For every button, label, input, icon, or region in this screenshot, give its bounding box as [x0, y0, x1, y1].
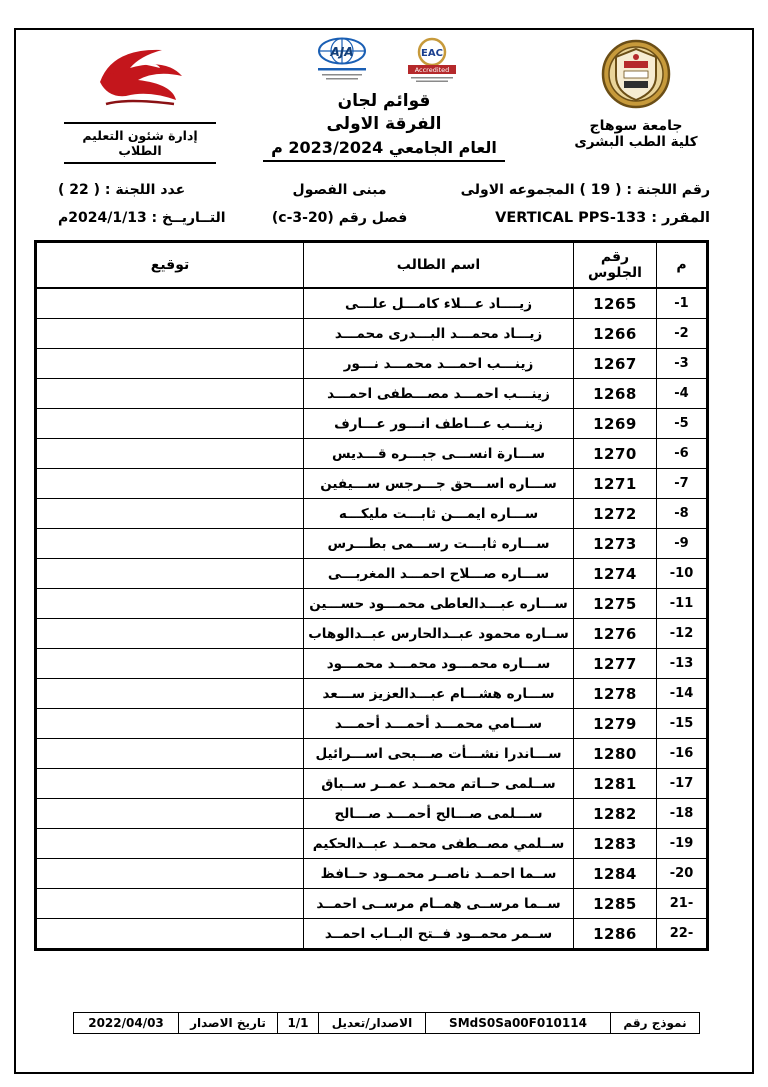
- eac-accreditation-logo-icon: [397, 36, 467, 86]
- signature-cell: [36, 349, 304, 379]
- signature-cell: [36, 559, 304, 589]
- table-row: [36, 288, 708, 319]
- student-name: ســـاره محمـــود محمـــد محمـــود: [304, 649, 574, 679]
- student-name: ســـاره عبـــدالعاطى محمـــود حســـين: [304, 589, 574, 619]
- signature-cell: [36, 679, 304, 709]
- doc-title-line2: الفرقة الاولى: [326, 113, 442, 134]
- committee-number: رقم اللجنة : ( 19 ) المجموعه الاولى: [460, 182, 710, 198]
- seat-number: 1277: [574, 649, 657, 679]
- row-number: -12: [657, 619, 708, 649]
- row-number: -15: [657, 709, 708, 739]
- signature-cell: [36, 739, 304, 769]
- signature-cell: [36, 499, 304, 529]
- table-row: [36, 919, 708, 950]
- row-number: -17: [657, 769, 708, 799]
- students-table: [34, 240, 709, 951]
- seat-number: 1273: [574, 529, 657, 559]
- signature-cell: [36, 769, 304, 799]
- row-number: -3: [657, 349, 708, 379]
- aja-logo-text: AJA: [330, 45, 354, 59]
- header-signature: توقيع: [36, 242, 304, 289]
- table-row: [36, 529, 708, 559]
- seat-number: 1269: [574, 409, 657, 439]
- form-number-code: SMdS0Sa00F010114: [425, 1012, 610, 1034]
- eac-logo-subtext: Accredited: [414, 66, 450, 74]
- seat-number: 1272: [574, 499, 657, 529]
- form-number-label: نموذج رقم: [610, 1012, 700, 1034]
- department-name: إدارة شئون التعليم الطلاب: [64, 122, 216, 164]
- seat-number: 1268: [574, 379, 657, 409]
- student-name: ســـاره هشـــام عبـــدالعزيز ســـعد: [304, 679, 574, 709]
- table-row: [36, 619, 708, 649]
- student-name: زيــــاد عـــلاء كامـــل علـــى: [304, 288, 574, 319]
- table-row: [36, 319, 708, 349]
- seat-number: 1274: [574, 559, 657, 589]
- table-row: [36, 379, 708, 409]
- row-number: 21-: [657, 889, 708, 919]
- signature-cell: [36, 288, 304, 319]
- seat-number: 1280: [574, 739, 657, 769]
- student-name: ســما احمــد ناصــر محمــود حــافظ: [304, 859, 574, 889]
- table-row: [36, 409, 708, 439]
- seat-number: 1283: [574, 829, 657, 859]
- table-row: [36, 709, 708, 739]
- table-row: [36, 829, 708, 859]
- student-name: ســاره محمود عبــدالحارس عبــدالوهاب: [304, 619, 574, 649]
- table-row: [36, 559, 708, 589]
- table-row: [36, 889, 708, 919]
- table-row: [36, 469, 708, 499]
- doc-title-line1: قوائم لجان: [337, 91, 431, 111]
- count-date-block: [58, 176, 256, 233]
- student-name: ســـاندرا نشـــأت صـــبحى اســـرائيل: [304, 739, 574, 769]
- table-header-row: [36, 242, 708, 289]
- committee-count: عدد اللجنة : ( 22 ): [58, 182, 186, 198]
- seat-number: 1270: [574, 439, 657, 469]
- row-number: 22-: [657, 919, 708, 950]
- signature-cell: [36, 379, 304, 409]
- aja-certification-logo-icon: [301, 36, 383, 86]
- seat-number: 1286: [574, 919, 657, 950]
- student-name: ســـلمى صـــالح أحمـــد صـــالح: [304, 799, 574, 829]
- signature-cell: [36, 469, 304, 499]
- issue-date-value: 2022/04/03: [73, 1012, 178, 1034]
- seat-number: 1271: [574, 469, 657, 499]
- signature-cell: [36, 439, 304, 469]
- table-row: [36, 859, 708, 889]
- row-number: -13: [657, 649, 708, 679]
- row-number: -6: [657, 439, 708, 469]
- seat-number: 1282: [574, 799, 657, 829]
- form-footer-strip: [73, 1012, 700, 1034]
- signature-cell: [36, 799, 304, 829]
- student-name: ســـامي محمـــد أحمـــد أحمـــد: [304, 709, 574, 739]
- signature-cell: [36, 919, 304, 950]
- table-row: [36, 349, 708, 379]
- committee-info-strip: [58, 176, 710, 233]
- sohag-university-red-logo-icon: [82, 40, 198, 114]
- signature-cell: [36, 889, 304, 919]
- table-row: [36, 589, 708, 619]
- student-name: ســمر محمــود فــتح البــاب احمــد: [304, 919, 574, 950]
- row-number: -16: [657, 739, 708, 769]
- issue-date-label: تاريخ الاصدار: [178, 1012, 277, 1034]
- row-number: -9: [657, 529, 708, 559]
- table-row: [36, 769, 708, 799]
- header-student-name: اسم الطالب: [304, 242, 574, 289]
- student-name: ســـاره اســـحق جـــرجس ســـيفين: [304, 469, 574, 499]
- signature-cell: [36, 649, 304, 679]
- certification-logos-row: [244, 36, 524, 86]
- eac-logo-text: EAC: [421, 48, 443, 59]
- committee-course-block: [424, 176, 710, 233]
- room-number: فصل رقم (20-3-c): [271, 210, 408, 226]
- table-row: [36, 739, 708, 769]
- table-row: [36, 499, 708, 529]
- location-block: [256, 176, 424, 233]
- row-number: -5: [657, 409, 708, 439]
- row-number: -10: [657, 559, 708, 589]
- row-number: -19: [657, 829, 708, 859]
- seat-number: 1284: [574, 859, 657, 889]
- university-header-block: [546, 38, 726, 150]
- faculty-name: كلية الطب البشرى: [574, 134, 698, 150]
- seat-number: 1275: [574, 589, 657, 619]
- doc-title-academic-year: العام الجامعي 2023/2024 م: [263, 138, 505, 162]
- seat-number: 1278: [574, 679, 657, 709]
- table-row: [36, 799, 708, 829]
- seat-number: 1279: [574, 709, 657, 739]
- university-name: جامعة سوهاج: [589, 118, 683, 134]
- document-title-block: [244, 36, 524, 162]
- student-name: ســلمى حــاتم محمــد عمــر ســباق: [304, 769, 574, 799]
- issue-revision-value: 1/1: [277, 1012, 318, 1034]
- student-name: ســـارة انســـى جبـــره قـــديس: [304, 439, 574, 469]
- row-number: -18: [657, 799, 708, 829]
- table-row: [36, 649, 708, 679]
- signature-cell: [36, 409, 304, 439]
- seat-number: 1265: [574, 288, 657, 319]
- student-name: ســـاره ايمـــن ثابـــت مليكـــه: [304, 499, 574, 529]
- signature-cell: [36, 709, 304, 739]
- student-table-body: [36, 288, 708, 950]
- course-name: المقرر : VERTICAL PPS-133: [495, 210, 710, 226]
- header-seat-number: رقم الجلوس: [574, 242, 657, 289]
- row-number: -7: [657, 469, 708, 499]
- signature-cell: [36, 529, 304, 559]
- table-row: [36, 439, 708, 469]
- student-name: زينـــب احمـــد مصـــطفى احمـــد: [304, 379, 574, 409]
- student-name: ســلمي مصــطفى محمــد عبــدالحكيم: [304, 829, 574, 859]
- seat-number: 1285: [574, 889, 657, 919]
- row-number: -1: [657, 288, 708, 319]
- sohag-university-emblem-icon: [600, 38, 672, 110]
- row-number: -11: [657, 589, 708, 619]
- administration-header-block: [64, 40, 216, 164]
- header-number: م: [657, 242, 708, 289]
- signature-cell: [36, 589, 304, 619]
- row-number: -20: [657, 859, 708, 889]
- table-row: [36, 679, 708, 709]
- row-number: -8: [657, 499, 708, 529]
- student-name: ســـاره ثابـــت رســـمى بطـــرس: [304, 529, 574, 559]
- building-name: مبنى الفصول: [292, 182, 387, 198]
- student-name: ســما مرســى همــام مرســى احمــد: [304, 889, 574, 919]
- issue-revision-label: الاصدار/تعديل: [318, 1012, 425, 1034]
- signature-cell: [36, 859, 304, 889]
- student-name: ســـاره صـــلاح احمـــد المغربـــى: [304, 559, 574, 589]
- student-name: زيـــاد محمـــد البـــدرى محمـــد: [304, 319, 574, 349]
- signature-cell: [36, 619, 304, 649]
- seat-number: 1267: [574, 349, 657, 379]
- signature-cell: [36, 319, 304, 349]
- seat-number: 1266: [574, 319, 657, 349]
- student-name: زينـــب عـــاطف انـــور عـــارف: [304, 409, 574, 439]
- row-number: -2: [657, 319, 708, 349]
- seat-number: 1281: [574, 769, 657, 799]
- signature-cell: [36, 829, 304, 859]
- seat-number: 1276: [574, 619, 657, 649]
- row-number: -4: [657, 379, 708, 409]
- student-name: زينـــب احمـــد محمـــد نـــور: [304, 349, 574, 379]
- row-number: -14: [657, 679, 708, 709]
- exam-date: التــاريــخ : 2024/1/13م: [58, 210, 226, 226]
